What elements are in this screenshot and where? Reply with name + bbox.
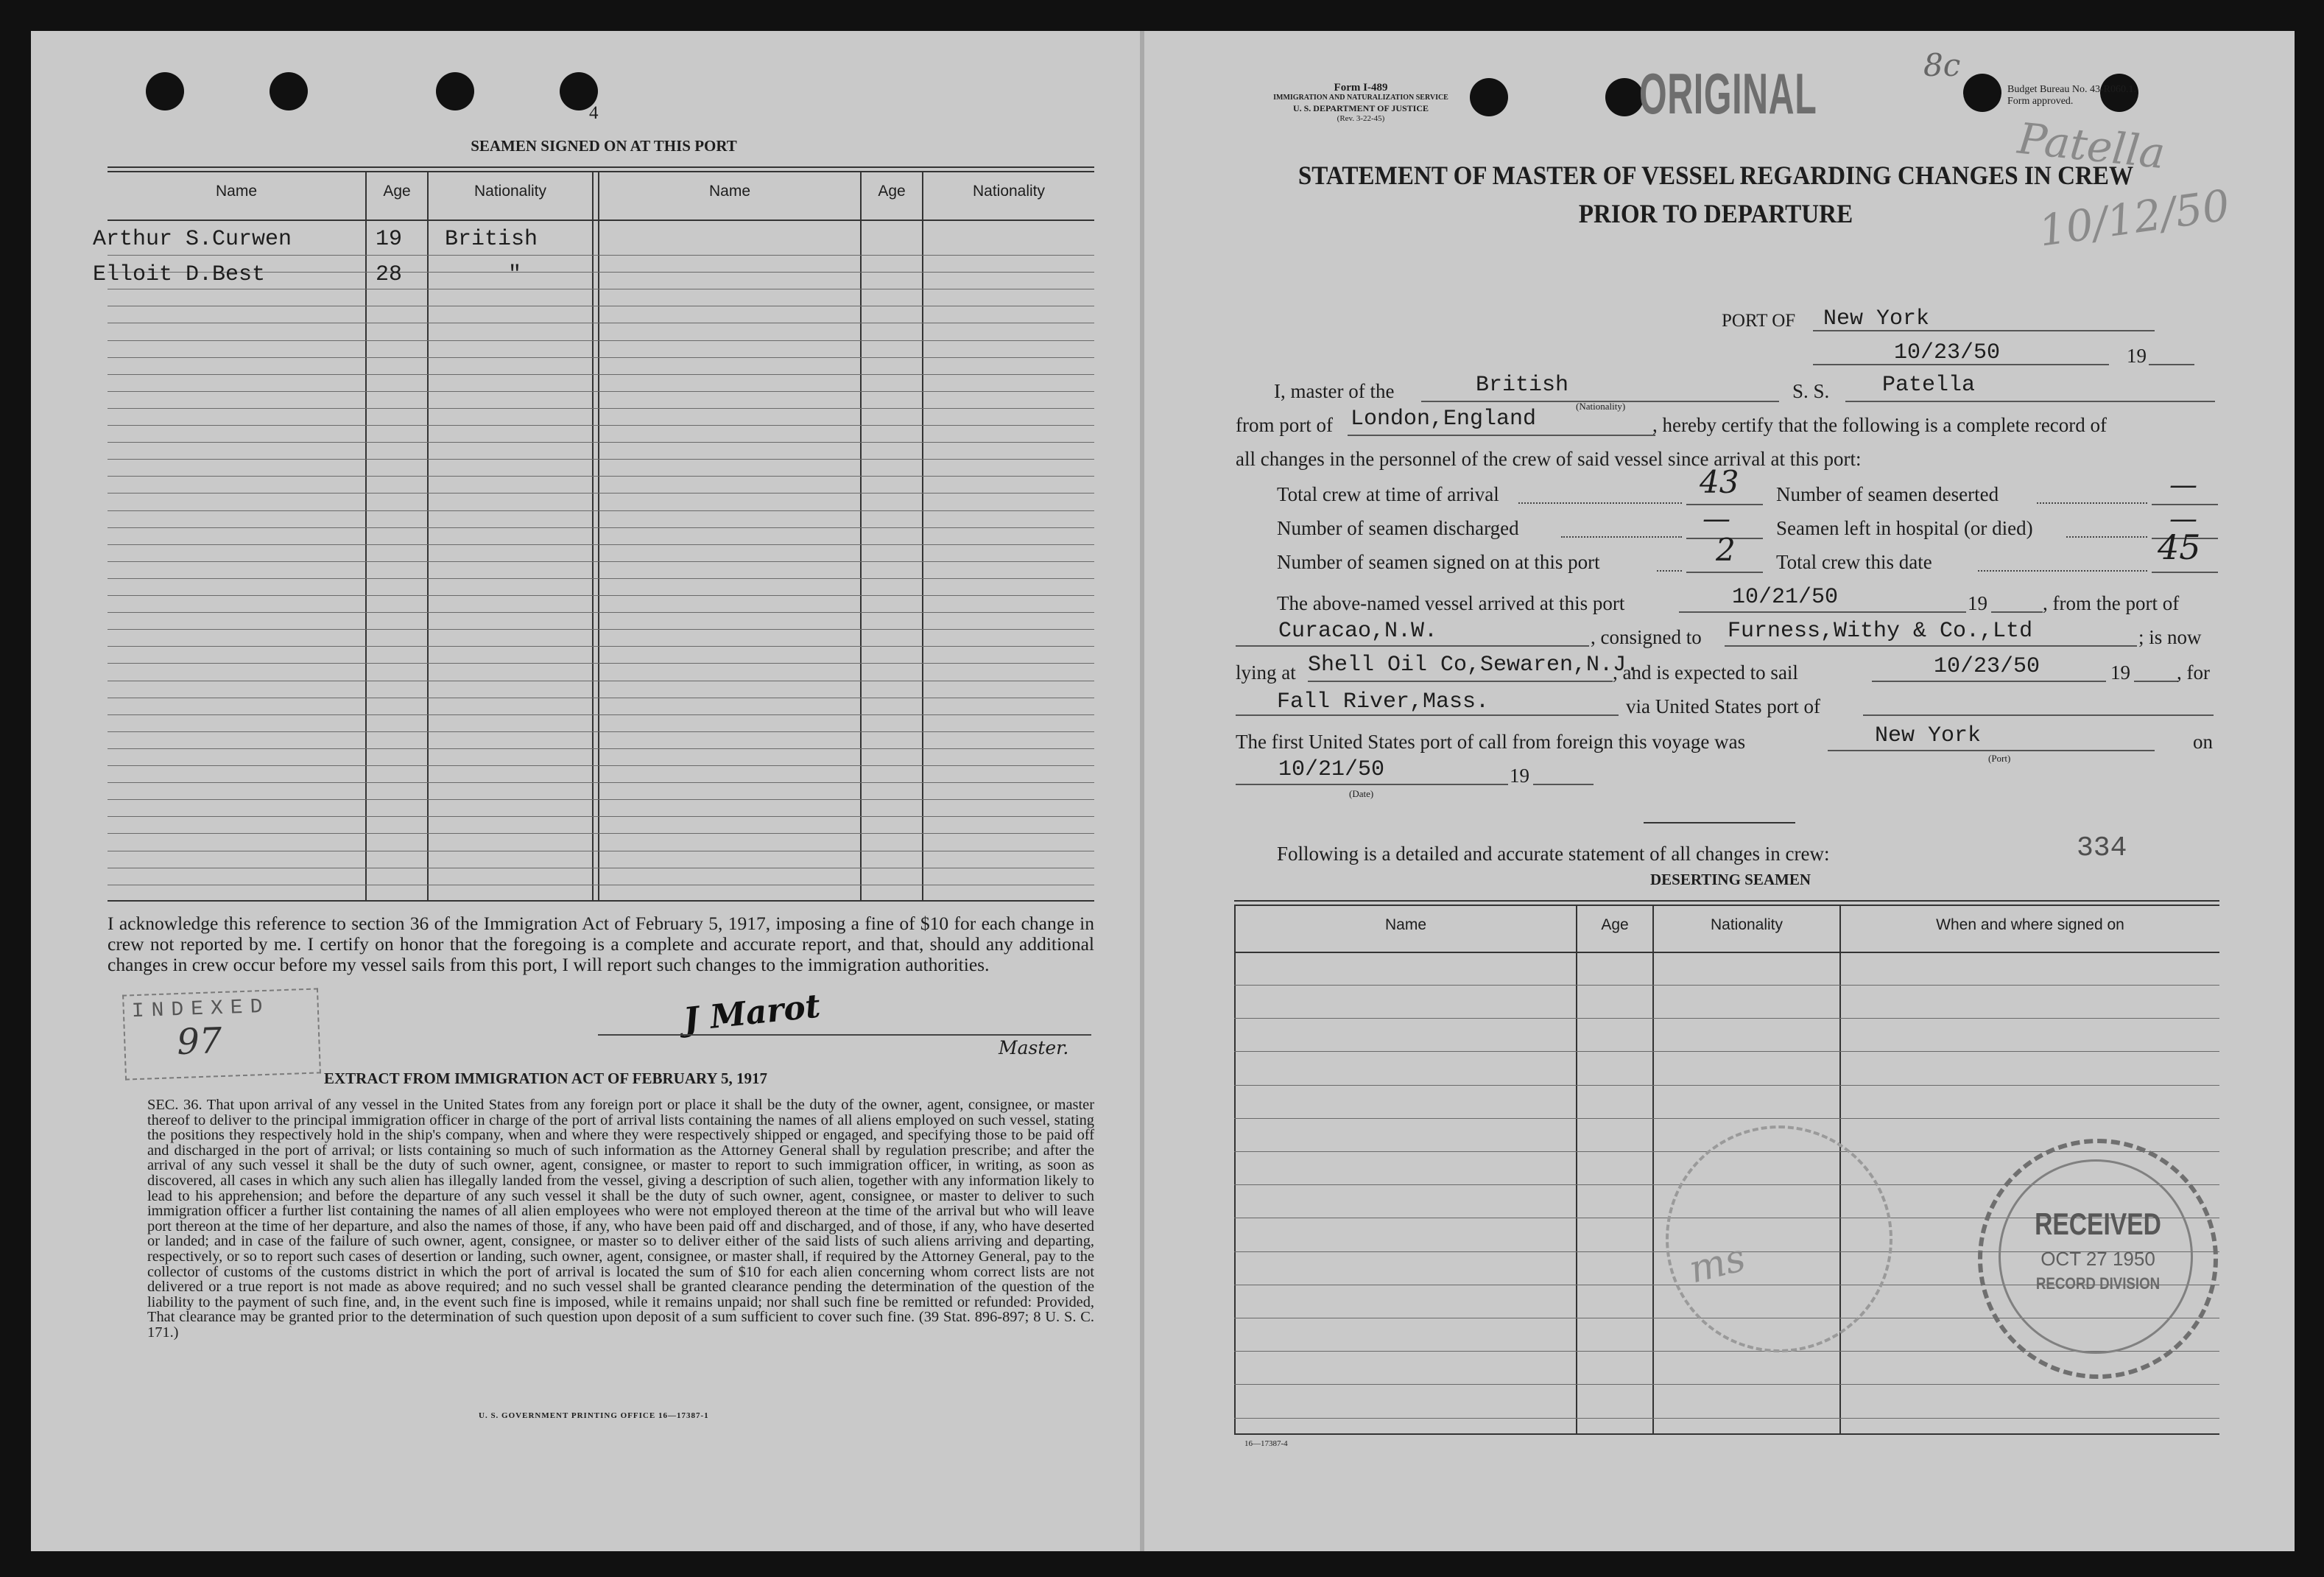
indexed-number: 97 [176, 1020, 223, 1064]
discharged-value: — [1702, 502, 1730, 535]
separator-rule [1644, 822, 1795, 823]
table-row-rule [108, 408, 1094, 409]
table-row-rule [1234, 1384, 2219, 1385]
on-label: on [2193, 731, 2213, 753]
table-row-rule [108, 374, 1094, 375]
col-header-age: Age [1601, 916, 1629, 933]
from-port-line [1348, 435, 1655, 436]
table-row-rule [108, 442, 1094, 443]
first-port-value: New York [1875, 723, 1982, 748]
table-row-rule [108, 391, 1094, 392]
col-header-age-2: Age [878, 183, 906, 200]
table-row-rule [1234, 1085, 2219, 1086]
via-line [1863, 714, 2214, 716]
year-line [2134, 681, 2178, 682]
extract-title: EXTRACT FROM IMMIGRATION ACT OF FEBRUARY 5, 1917 [324, 1070, 768, 1087]
table-row-rule [108, 782, 1094, 783]
indexed-stamp [122, 988, 321, 1080]
total-crew-value: 45 [2158, 527, 2201, 567]
dot-leader [2037, 502, 2147, 504]
destination-line [1236, 714, 1619, 716]
received-date: OCT 27 1950 [2040, 1248, 2155, 1270]
dot-leader [1518, 502, 1682, 504]
year-line [2149, 364, 2194, 365]
column-divider [1234, 905, 1236, 1433]
column-divider [427, 171, 429, 900]
year-prefix: 19 [2127, 345, 2147, 367]
budget-bureau-note [2007, 84, 2136, 108]
year-line [1991, 611, 2043, 613]
punch-hole [270, 72, 308, 110]
sail-date-line [1872, 681, 2106, 682]
first-port-date-value: 10/21/50 [1278, 757, 1385, 782]
deserted-label: Number of seamen deserted [1776, 483, 1999, 505]
table-row-rule [108, 476, 1094, 477]
table-row-rule [108, 561, 1094, 562]
column-divider [1652, 905, 1654, 1433]
column-divider [598, 171, 599, 900]
column-divider [860, 171, 862, 900]
col-header-name: Name [215, 183, 258, 200]
corner-handwritten-mark: 8c [1923, 47, 1961, 83]
signed-on-line [1686, 572, 1763, 573]
for-label: , for [2177, 661, 2210, 684]
port-of-value: New York [1823, 306, 1930, 331]
table-row-rule [1234, 1118, 2219, 1119]
from-port2-value: Curacao,N.W. [1278, 619, 1438, 644]
hospital-value: — [2169, 502, 2197, 535]
table-bottom-rule [108, 900, 1094, 902]
total-crew-line [2152, 572, 2218, 573]
table-row-rule [108, 612, 1094, 613]
table-row-rule [1234, 1018, 2219, 1019]
seaman-age: 28 [376, 262, 403, 287]
signed-on-label: Number of seamen signed on at this port [1277, 551, 1600, 573]
punch-hole [1963, 74, 2001, 112]
nationality-caption: (Nationality) [1576, 401, 1626, 412]
column-divider [1576, 905, 1577, 1433]
table-row-rule [1234, 1418, 2219, 1419]
changes-text: all changes in the personnel of the crew of said vessel since arrival at this port: [1236, 448, 1862, 470]
punch-hole [1605, 78, 1644, 116]
total-crew-arrival-value: 43 [1700, 464, 1739, 500]
agency-name: IMMIGRATION AND NATURALIZATION SERVICE [1273, 94, 1448, 102]
table-row-rule [108, 765, 1094, 766]
from-port-value: London,England [1351, 407, 1537, 432]
first-port-date-line [1236, 784, 1508, 785]
col-header-nationality-2: Nationality [972, 183, 1046, 200]
table-row-rule [108, 731, 1094, 732]
date-caption: (Date) [1349, 788, 1374, 799]
table-row-rule [108, 510, 1094, 511]
table-row-rule [108, 799, 1094, 800]
now-label: ; is now [2138, 626, 2202, 648]
dot-leader [2066, 536, 2147, 538]
table-row-rule [108, 459, 1094, 460]
lying-at-label: lying at [1236, 661, 1296, 684]
sail-date-value: 10/23/50 [1934, 654, 2040, 679]
following-label: Following is a detailed and accurate statement of all changes in crew: [1277, 843, 1830, 865]
consigned-label: , consigned to [1591, 626, 1702, 648]
table-row-rule [108, 816, 1094, 817]
ship-name-line [1845, 401, 2215, 402]
year-line [1533, 784, 1594, 785]
printing-office-right: 16—17387-4 [1244, 1439, 1288, 1448]
punch-hole [436, 72, 474, 110]
statement-title-line2: PRIOR TO DEPARTURE [1578, 199, 1853, 228]
seamen-signed-on-title: SEAMEN SIGNED ON AT THIS PORT [471, 137, 737, 155]
arrived-date-line [1679, 611, 1966, 613]
table-row-rule [108, 357, 1094, 358]
handwritten-date-note: 10/12/50 [2035, 180, 2233, 256]
printing-office-left: U. S. GOVERNMENT PRINTING OFFICE 16—17387-1 [479, 1411, 709, 1420]
table-row-rule [108, 255, 1094, 256]
table-row-rule [108, 714, 1094, 715]
table-row-rule [108, 493, 1094, 494]
page-fold [1140, 31, 1144, 1551]
column-divider [592, 171, 594, 900]
table-row-rule [108, 663, 1094, 664]
master-signature: J Marot [681, 987, 823, 1039]
budget-number: Budget Bureau No. 43-R060.1. [2007, 84, 2136, 95]
dot-leader [1561, 536, 1682, 538]
form-approved: Form approved. [2007, 96, 2074, 107]
via-label: via United States port of [1626, 695, 1820, 717]
certify-text: , hereby certify that the following is a complete record of [1652, 414, 2108, 436]
table-row-rule [108, 595, 1094, 596]
extract-body: SEC. 36. That upon arrival of any vessel in the United States from any foreign port or place it shall be the duty of the owner, agent, consignee, or master thereof to deliver to the principal immigration officer in charge of the port of arrival lists containing the names of all aliens employed on such vessel, stating the positions they respectively hold in the ship's company, when and where they were respectively shipped or engaged, and specifying those to be paid off and discharged in the port of arrival; or lists containing so much of such information as the Attorney General shall by regulation prescribe; and after the arrival of any such vessel it shall be the duty of such owner, agent, consignee, or master to report to such immigration officer, in writing, as soon as discovered, all cases in which any such alien has illegally landed from the vessel, giving a description of such alien, together with any information likely to lead to his apprehension; and before the departure of any such vessel it shall be the duty of such owner, agent, consignee, or master to deliver to such immigration officer a further list containing the names of all alien employees who were not employed thereon at the time of the arrival but who will leave port thereon at the time of her departure, and also the names of those, if any, who have been paid off and discharged, and of those, if any, who have deserted or landed; and in case of the failure of such owner, agent, consignee, or master so to deliver either of the said lists of such aliens arriving and departing, respectively, or so to report such cases of desertion or landing, such owner, agent, consignee, or master shall, if required by the Attorney General, pay to the collector of customs of the customs district in which the port of arrival is located the sum of $10 for each alien concerning whom correct lists are not delivered or a true report is not made as above required; and no such vessel shall be granted clearance pending the determination of the question of the liability to the payment of such fine, and, in the event such fine is imposed, while it remains unpaid; nor shall such fine be remitted or refunded: Provided, That clearance may be granted prior to the determination of such question upon deposit of a sum sufficient to cover such fine. (39 Stat. 896-897; 8 U. S. C. 171.) [147, 1097, 1094, 1341]
port-caption: (Port) [1988, 753, 2011, 764]
statement-title [1275, 156, 2156, 233]
form-header [1237, 82, 1485, 124]
received-division: RECORD DIVISION [2035, 1274, 2161, 1293]
col-header-when-where: When and where signed on [1936, 916, 2124, 933]
seaman-name: Elloit D.Best [93, 262, 266, 287]
table-row-rule [108, 578, 1094, 579]
indexed-label: INDEXED [131, 995, 270, 1024]
expected-label: , and is expected to sail [1613, 661, 1798, 684]
port-of-label: PORT OF [1722, 311, 1796, 331]
table-row-rule [1234, 1051, 2219, 1052]
table-row-rule [108, 646, 1094, 647]
received-label: RECEIVED [2035, 1207, 2161, 1241]
seaman-nationality: British [445, 227, 538, 252]
col-header-name: Name [1384, 916, 1427, 933]
deserting-seamen-title: DESERTING SEAMEN [1649, 871, 1811, 888]
page-number: 4 [589, 103, 599, 123]
acknowledgment-text: I acknowledge this reference to section 36 of the Immigration Act of February 5, 1917, imposing a fine of $10 for each change in crew not reported by me. I certify on honor that the foregoing is a complete and accurate report, and that, should any additional changes in crew occur before my vessel sails from this port, I will report such changes to the immigration authorities. [108, 913, 1094, 975]
signed-on-value: 2 [1716, 532, 1736, 568]
table-row-rule [108, 340, 1094, 341]
dot-leader [1657, 570, 1682, 572]
stamp-number: 334 [2077, 832, 2127, 864]
i-master-label: I, master of the [1274, 380, 1395, 402]
consignee-value: Furness,Withy & Co.,Ltd [1728, 619, 2033, 644]
punch-hole [146, 72, 184, 110]
col-header-name-2: Name [708, 183, 751, 200]
consignee-line [1725, 645, 2137, 647]
table-top-rule [1234, 900, 2219, 902]
lying-at-value: Shell Oil Co,Sewaren,N.J. [1308, 653, 1640, 678]
master-label: Master. [999, 1037, 1069, 1058]
received-stamp [1978, 1139, 2218, 1379]
original-stamp: ORIGINAL [1639, 61, 1817, 126]
first-port-line [1828, 750, 2155, 751]
department-name: U. S. DEPARTMENT OF JUSTICE [1292, 103, 1429, 113]
table-row-rule [108, 544, 1094, 545]
table-bottom-rule [1234, 1433, 2219, 1435]
discharged-label: Number of seamen discharged [1277, 517, 1519, 539]
column-divider [922, 171, 923, 900]
table-row-rule [108, 527, 1094, 528]
initials-mark: ms [1684, 1235, 1750, 1293]
statement-date: 10/23/50 [1894, 340, 2001, 365]
column-divider [365, 171, 367, 900]
col-header-nationality: Nationality [473, 183, 547, 200]
year-prefix: 19 [2110, 661, 2130, 684]
table-row-rule [108, 748, 1094, 749]
table-row-rule [108, 425, 1094, 426]
revision-date: (Rev. 3-22-45) [1337, 114, 1385, 123]
table-top-rule [1234, 905, 2219, 906]
first-port-label: The first United States port of call from foreign this voyage was [1236, 731, 1746, 753]
signature-line [598, 1034, 1091, 1036]
table-top-rule [108, 171, 1094, 172]
faint-postmark-stamp [1666, 1125, 1892, 1352]
table-header-rule [108, 219, 1094, 221]
table-row-rule [108, 629, 1094, 630]
nationality-value: British [1476, 373, 1569, 398]
from-the-port-label: , from the port of [2043, 592, 2180, 614]
ss-label: S. S. [1792, 380, 1830, 402]
total-crew-label: Total crew this date [1776, 551, 1932, 573]
seaman-name: Arthur S.Curwen [93, 227, 292, 252]
statement-title-line1: STATEMENT OF MASTER OF VESSEL REGARDING CHANGES IN CREW [1297, 161, 2134, 190]
table-header-rule [1234, 952, 2219, 953]
col-header-nationality: Nationality [1710, 916, 1784, 933]
from-port-label: from port of [1236, 414, 1333, 436]
form-number: Form I-489 [1334, 82, 1388, 94]
table-row-rule [108, 833, 1094, 834]
seaman-age: 19 [376, 227, 403, 252]
year-prefix: 19 [1510, 765, 1529, 787]
table-top-rule [108, 166, 1094, 168]
hospital-label: Seamen left in hospital (or died) [1776, 517, 2033, 539]
from-port2-line [1236, 645, 1589, 647]
arrived-label: The above-named vessel arrived at this port [1277, 592, 1625, 614]
arrived-date-value: 10/21/50 [1732, 585, 1839, 610]
deserted-value: — [2169, 468, 2197, 501]
year-prefix: 19 [1968, 592, 1987, 614]
ship-name-value: Patella [1882, 373, 1976, 398]
lying-at-line [1308, 681, 1613, 682]
total-crew-arrival-label: Total crew at time of arrival [1277, 483, 1499, 505]
seaman-nationality: " [508, 262, 522, 287]
handwritten-vessel-note: Patella [2015, 113, 2168, 179]
table-row-rule [1234, 985, 2219, 986]
destination-value: Fall River,Mass. [1277, 689, 1490, 714]
dot-leader [1978, 570, 2147, 572]
col-header-age: Age [383, 183, 411, 200]
